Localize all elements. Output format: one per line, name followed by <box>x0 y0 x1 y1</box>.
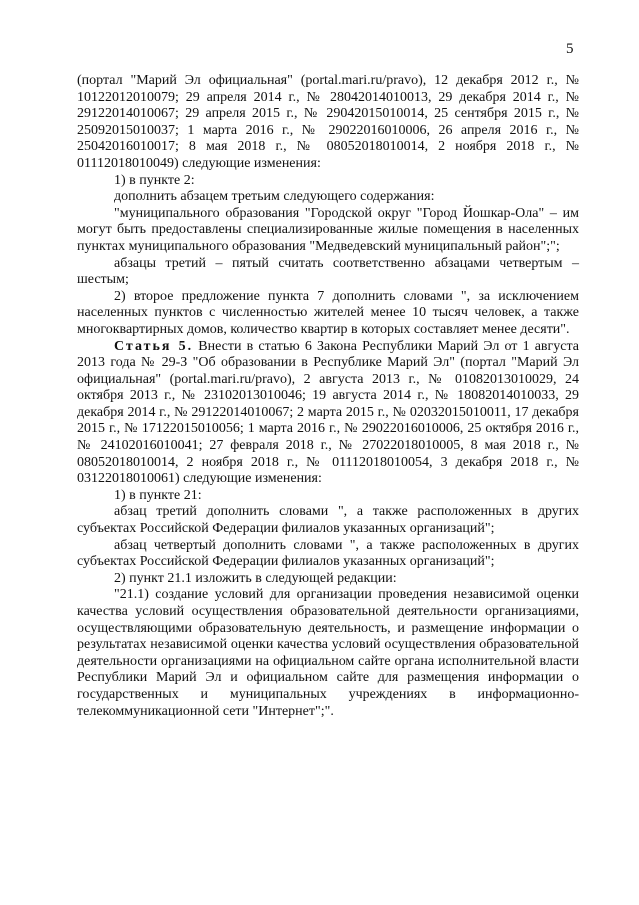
paragraph-art5-para-4: абзац четвертый дополнить словами ", а также расположенных в других субъектах Российской Федерации филиалов указанных организаций"; <box>77 537 579 570</box>
paragraph-art5-item-2: 2) пункт 21.1 изложить в следующей редакции: <box>114 570 397 586</box>
article-text: Внести в статью 6 Закона Республики Марий Эл от 1 августа 2013 года № 29-З "Об образовании в Республике Марий Эл" (портал "Марий Эл официальная" (portal.mari.ru/pravo), 2 августа 2013 г., № 01082013010029, 24 октября 2013 г., № 23102013010046; 19 августа 2014 г., № 18082014010033, 29 декабря 2014 г., № 29122014010067; 2 марта 2015 г., № 02032015010011, 17 декабря 2015 г., № 17122015010056; 1 марта 2016 г., № 29022016010006, 25 октября 2016 г., № 24102016010041; 27 февраля 2018 г., № 27022018010005, 8 мая 2018 г., № 08052018010014, 2 ноября 2018 г., № 01112018010054, 3 декабря 2018 г., № 03122018010061) следующие изменения: <box>77 338 579 487</box>
paragraph-item-2: 2) второе предложение пункта 7 дополнить словами ", за исключением населенных пунктов с численностью жителей менее 10 тысяч человек, а также многоквартирных домов, количество квартир в которых составляет менее десяти". <box>77 288 579 337</box>
paragraph-article-5 <box>77 339 579 488</box>
paragraph-quoted-text: "муниципального образования "Городской округ "Город Йошкар-Ола" – им могут быть предоставлены специализированные жилые помещения в населенных пунктах муниципального образования "Медведевский муниципальный район";"; <box>77 205 579 254</box>
paragraph-item-1: 1) в пункте 2: <box>114 172 195 188</box>
page-number: 5 <box>566 41 574 57</box>
paragraph-citation: (портал "Марий Эл официальная" (portal.mari.ru/pravo), 12 декабря 2012 г., № 10122012010079; 29 апреля 2014 г., № 28042014010013, 29 декабря 2014 г., № 29122014010067; 29 апреля 2015 г., № 29042015010014, 25 сентября 2015 г., № 25092015010037; 1 марта 2016 г., № 29022016010006, 26 апреля 2016 г., № 25042016010017; 8 мая 2018 г., № 08052018010014, 2 ноября 2018 г., № 01112018010049) следующие изменения: <box>77 73 579 171</box>
paragraph-renumber: абзацы третий – пятый считать соответственно абзацами четвертым – шестым; <box>77 255 579 288</box>
paragraph-art5-para-3: абзац третий дополнить словами ", а также расположенных в других субъектах Российской Федерации филиалов указанных организаций"; <box>77 504 579 537</box>
paragraph-add-third: дополнить абзацем третьим следующего содержания: <box>114 189 435 205</box>
paragraph-art5-item-21-1: "21.1) создание условий для организации проведения независимой оценки качества условий осуществления образовательной деятельности организациями, осуществляющими образовательную деятельность, и размещение информации о результатах независимой оценки качества условий осуществления образовательной деятельности организациями на официальном сайте органа исполнительной власти Республики Марий Эл и официальном сайте для размещения информации о государственных и муниципальных учреждениях в информационно-телекоммуникационной сети "Интернет";". <box>77 587 579 719</box>
article-heading: Статья 5. <box>114 338 194 354</box>
document-body <box>77 73 579 720</box>
paragraph-art5-item-1: 1) в пункте 21: <box>114 487 202 503</box>
